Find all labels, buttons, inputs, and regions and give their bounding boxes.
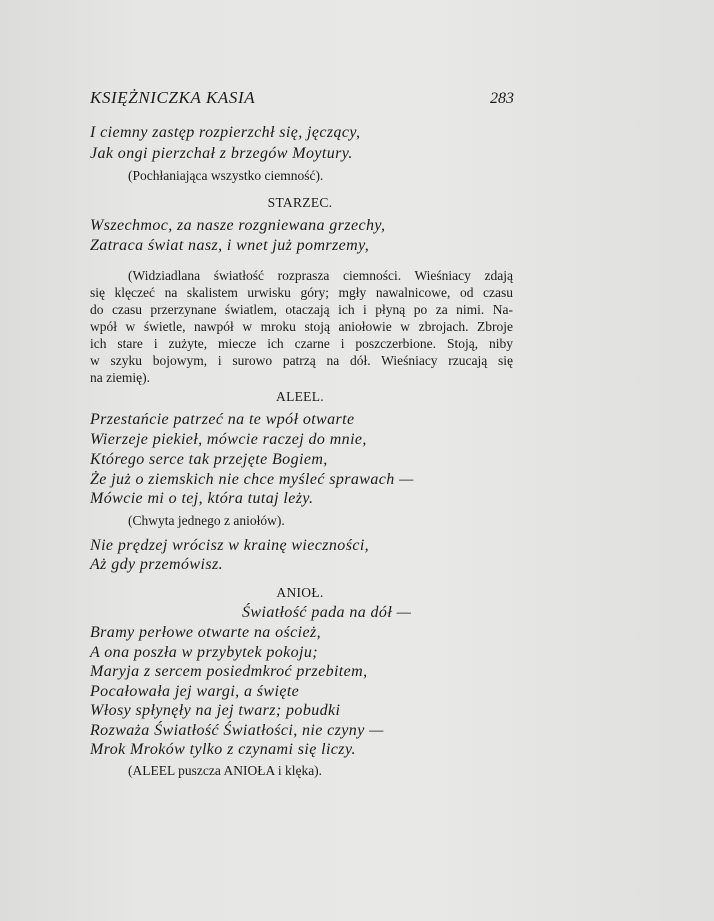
verse-line: Wszechmoc, za nasze rozgniewana grzechy,: [90, 217, 386, 234]
stage-direction: (Pochłaniająca wszystko ciemność).: [128, 168, 324, 183]
verse-line: Rozważa Światłość Światłości, nie czyny —: [90, 722, 384, 739]
stage-paragraph-line: wpół w świetle, nawpół w mroku stoją aniołowie w zbrojach. Zbroje: [90, 319, 513, 334]
stage-paragraph-line: ich stare i zużyte, miecze ich czarne i poszczerbione. Stoją, niby: [90, 336, 513, 351]
verse-line: Przestańcie patrzeć na te wpół otwarte: [90, 411, 355, 428]
verse-line: Aż gdy przemówisz.: [90, 556, 223, 573]
stage-paragraph-line: się klęczeć na skalistem urwisku góry; mgły nawalnicowe, od czasu: [90, 285, 513, 300]
verse-line: Zatraca świat nasz, i wnet już pomrzemy,: [90, 237, 370, 254]
stage-paragraph-line: (Widziadlana światłość rozprasza ciemności. Wieśniacy zdają: [128, 268, 513, 283]
verse-line: Mrok Mroków tylko z czynami się liczy.: [90, 741, 356, 758]
stage-paragraph-line: do czasu przerzynane światlem, otaczają ich i płyną po za nimi. Na-: [90, 302, 513, 317]
verse-line: A ona poszła w przybytek pokoju;: [90, 644, 319, 661]
verse-line: Nie prędzej wrócisz w krainę wieczności,: [90, 537, 370, 554]
verse-line: Bramy perłowe otwarte na oścież,: [90, 624, 321, 641]
stage-paragraph-line: w szyku bojowym, i surowo patrzą na dół. Wieśniacy rzucają się: [90, 353, 513, 368]
verse-line: I ciemny zastęp rozpierzchł się, jęczący,: [90, 124, 361, 141]
speaker-name: ANIOŁ.: [276, 585, 324, 600]
verse-line: Pocałowała jej wargi, a święte: [90, 683, 300, 700]
stage-direction: (Chwyta jednego z aniołów).: [128, 513, 285, 528]
verse-line: Że już o ziemskich nie chce myśleć sprawach —: [90, 471, 414, 488]
verse-line: Wierzeje piekieł, mówcie raczej do mnie,: [90, 431, 367, 448]
running-header: KSIĘŻNICZKA KASIA: [90, 88, 256, 107]
speaker-name: ALEEL.: [276, 389, 324, 404]
stage-direction: (ALEEL puszcza ANIOŁA i klęka).: [128, 763, 323, 778]
stage-paragraph-line: na ziemię).: [90, 370, 150, 385]
verse-line: Którego serce tak przejęte Bogiem,: [90, 451, 328, 468]
verse-line: Jak ongi pierzchał z brzegów Moytury.: [90, 145, 353, 162]
page-number: 283: [490, 90, 514, 107]
verse-line: Światłość pada na dół —: [242, 604, 412, 621]
verse-line: Włosy spłynęły na jej twarz; pobudki: [90, 702, 341, 719]
verse-line: Mówcie mi o tej, która tutaj leży.: [90, 490, 314, 507]
verse-line: Maryja z sercem posiedmkroć przebitem,: [90, 663, 368, 680]
speaker-name: STARZEC.: [267, 195, 333, 210]
